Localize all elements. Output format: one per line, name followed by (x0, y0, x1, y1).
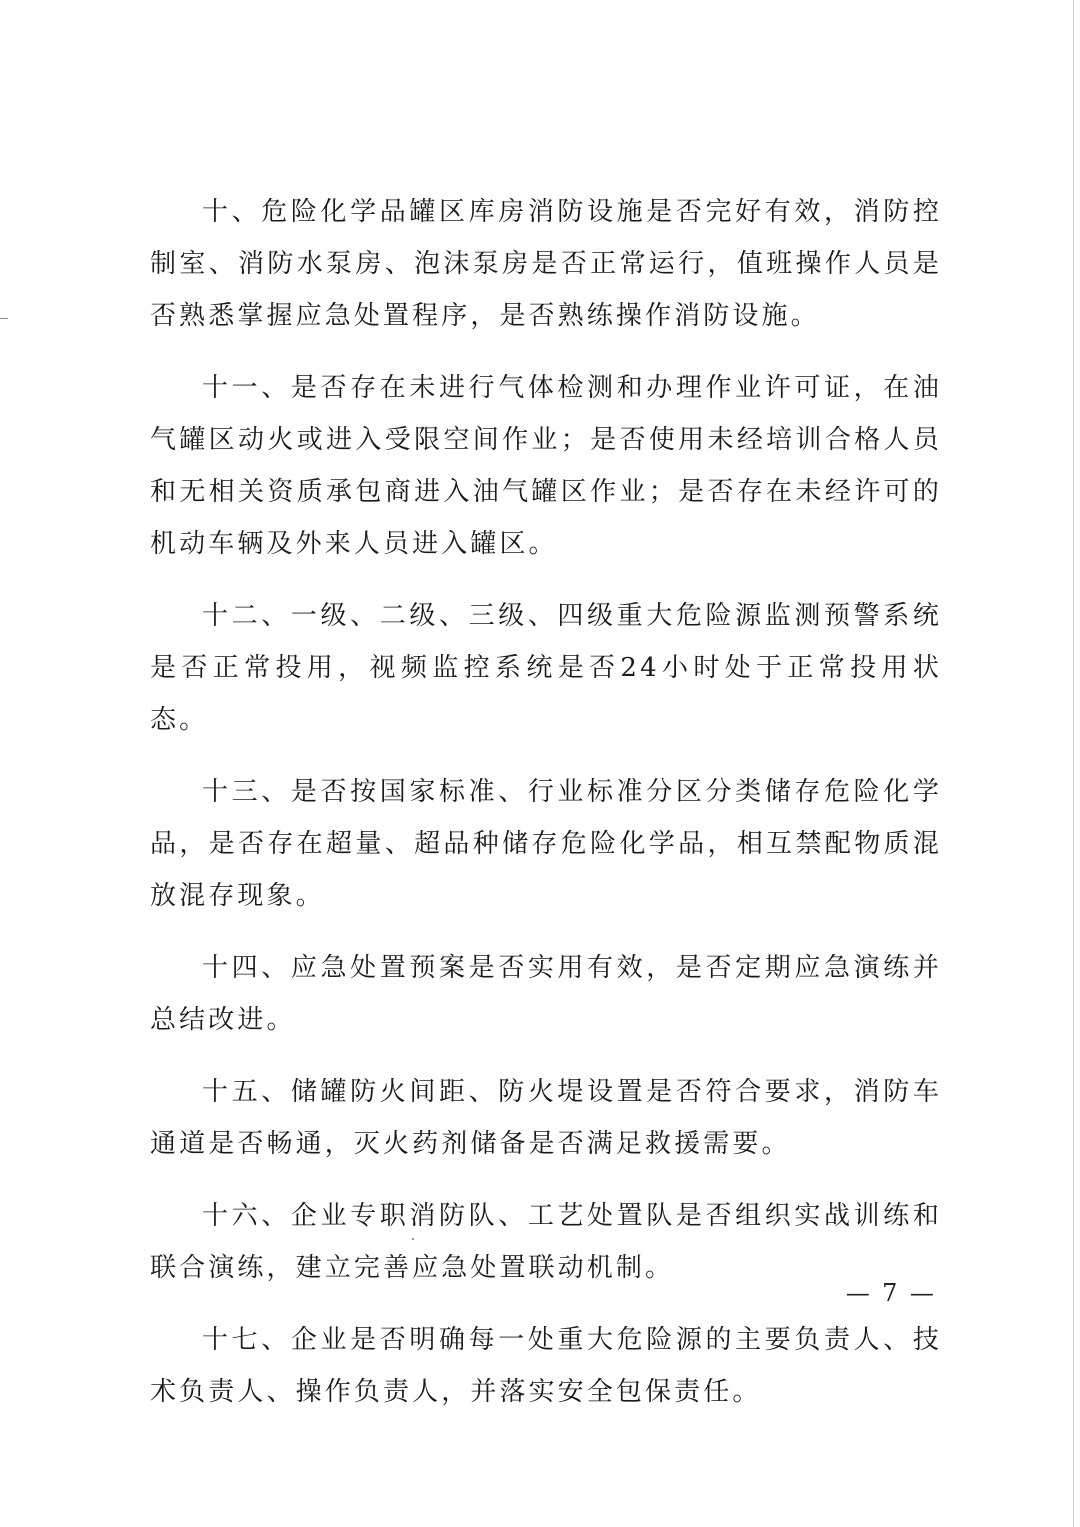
paragraph-item-17: 十七、企业是否明确每一处重大危险源的主要负责人、技术负责人、操作负责人，并落实安全包保责任。 (150, 1325, 942, 1407)
paragraph-item-11: 十一、是否存在未进行气体检测和办理作业许可证，在油气罐区动火或进入受限空间作业；是否使用未经培训合格人员和无相关资质承包商进入油气罐区作业；是否存在未经许可的机动车辆及外来人员进入罐区。 (150, 373, 942, 559)
binding-tick-mark (0, 318, 8, 319)
paragraph-item-16: 十六、企业专职消防队、工艺处置队是否组织实战训练和联合演练，建立完善应急处置联动机制。 (150, 1201, 942, 1283)
scan-edge-line (1073, 0, 1074, 1527)
paragraph-item-15: 十五、储罐防火间距、防火堤设置是否符合要求，消防车通道是否畅通，灭火药剂储备是否满足救援需要。 (150, 1077, 942, 1159)
paragraph-item-14: 十四、应急处置预案是否实用有效，是否定期应急演练并总结改进。 (150, 953, 942, 1035)
paragraph-item-13: 十三、是否按国家标准、行业标准分区分类储存危险化学品，是否存在超量、超品种储存危险化学品，相互禁配物质混放混存现象。 (150, 777, 942, 911)
paragraph-item-10: 十、危险化学品罐区库房消防设施是否完好有效，消防控制室、消防水泵房、泡沫泵房是否正常运行，值班操作人员是否熟悉掌握应急处置程序，是否熟练操作消防设施。 (150, 197, 942, 331)
page-number: — 7 — (845, 1279, 937, 1307)
paragraph-item-12: 十二、一级、二级、三级、四级重大危险源监测预警系统是否正常投用，视频监控系统是否24小时处于正常投用状态。 (150, 601, 942, 735)
document-body (150, 186, 942, 1438)
